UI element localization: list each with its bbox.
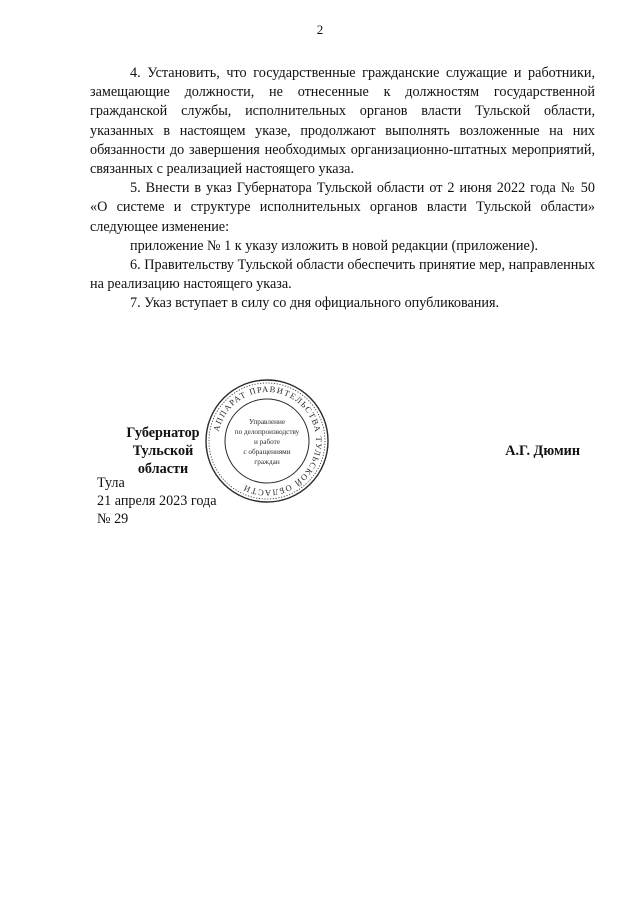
paragraph-4: 4. Установить, что государственные гражданские служащие и работники, замещающие должности, не отнесенные к должностям государственной гражданской службы, исполнительных органов власти Тульской области, указанных в настоящем указе, продолжают выполнять возложенные на них обязанности до завершения необходимых организационно-штатных мероприятий, связанных с реализацией настоящего указа.: [90, 65, 595, 178]
seal-center-line-3: и работе: [254, 438, 280, 446]
signatory-title-line1: Губернатор: [126, 425, 200, 441]
seal-center-line-4: с обращениями: [243, 448, 291, 456]
official-seal: [204, 378, 330, 504]
seal-center-line-1: Управление: [248, 418, 286, 426]
paragraph-5: 5. Внести в указ Губернатора Тульской области от 2 июня 2022 года № 50 «О системе и структуре исполнительных органов власти Тульской области» следующее изменение:: [90, 180, 595, 235]
decree-number: № 29: [97, 511, 129, 527]
decree-body: [90, 64, 595, 314]
seal-ring-text: АППАРАТ ПРАВИТЕЛЬСТВА ТУЛЬСКОЙ ОБЛАСТИ: [210, 383, 325, 499]
paragraph-5-amendment: приложение № 1 к указу изложить в новой редакции (приложение).: [130, 237, 539, 254]
paragraph-7: 7. Указ вступает в силу со дня официального опубликования.: [130, 295, 500, 312]
page-number: 2: [316, 22, 324, 37]
signatory-name: А.Г. Дюмин: [505, 443, 580, 459]
decree-city: Тула: [97, 475, 125, 491]
signatory-title: [108, 424, 218, 478]
decree-details: [97, 474, 217, 528]
seal-center-line-2: по делопроизводству: [234, 428, 300, 436]
seal-center-line-5: граждан: [254, 458, 280, 466]
signatory-title-line2: Тульской области: [132, 443, 194, 477]
paragraph-6: 6. Правительству Тульской области обеспечить принятие мер, направленных на реализацию настоящего указа.: [90, 257, 595, 293]
decree-date: 21 апреля 2023 года: [97, 493, 217, 509]
